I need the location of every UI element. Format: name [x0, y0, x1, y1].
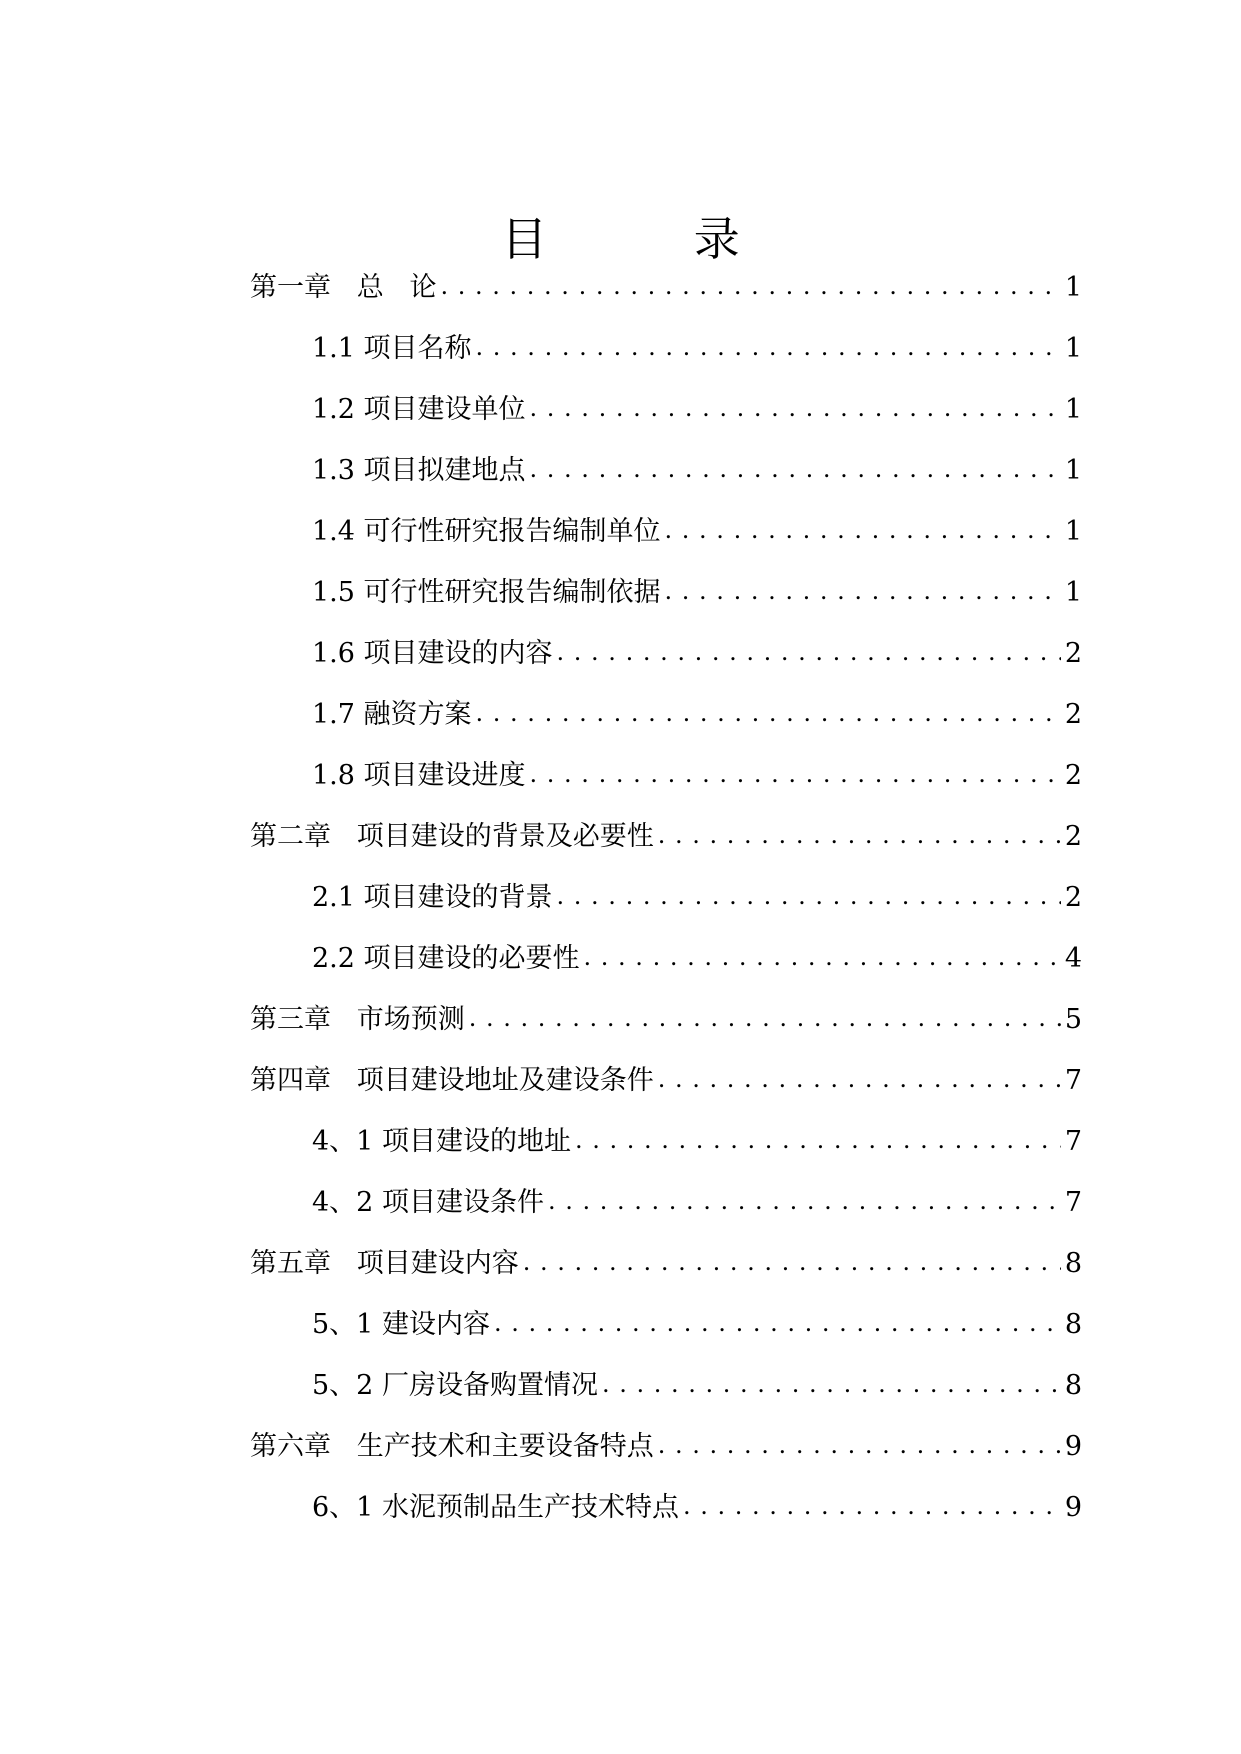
toc-entry-page: 2 — [1064, 821, 1082, 852]
dot-leader — [665, 510, 1061, 550]
toc-entry-label: 1.3 项目拟建地点 — [312, 455, 526, 486]
toc-entry-section[interactable] — [250, 1488, 1082, 1549]
toc-entry-label: 1.2 项目建设单位 — [312, 394, 526, 425]
toc-entry-label: 第四章 项目建设地址及建设条件 — [250, 1065, 654, 1096]
toc-entry-page: 1 — [1064, 455, 1082, 486]
toc-entry-label: 4、2 项目建设条件 — [312, 1187, 544, 1218]
toc-entry-chapter[interactable] — [250, 1427, 1082, 1488]
toc-entry-chapter[interactable] — [250, 1000, 1082, 1061]
dot-leader — [602, 1364, 1061, 1404]
toc-title: 目 录 — [501, 211, 806, 266]
toc-entry-label: 1.8 项目建设进度 — [312, 760, 526, 791]
toc-entry-page: 9 — [1064, 1492, 1082, 1523]
toc-entry-page: 1 — [1064, 394, 1082, 425]
toc-entry-label: 5、2 厂房设备购置情况 — [312, 1370, 598, 1401]
toc-entry-label: 1.6 项目建设的内容 — [312, 638, 553, 669]
dot-leader — [557, 632, 1061, 672]
toc-entry-page: 7 — [1064, 1126, 1082, 1157]
toc-entry-label: 第三章 市场预测 — [250, 1004, 465, 1035]
toc-entry-section[interactable] — [250, 939, 1082, 1000]
toc-entry-section[interactable] — [250, 451, 1082, 512]
toc-entry-page: 4 — [1064, 943, 1082, 974]
toc-entry-page: 7 — [1064, 1187, 1082, 1218]
toc-entry-section[interactable] — [250, 695, 1082, 756]
toc-entry-chapter[interactable] — [250, 1244, 1082, 1305]
dot-leader — [476, 693, 1061, 733]
toc-entry-section[interactable] — [250, 390, 1082, 451]
toc-entry-chapter[interactable] — [250, 268, 1082, 329]
dot-leader — [476, 327, 1061, 367]
toc-entry-section[interactable] — [250, 634, 1082, 695]
toc-entry-section[interactable] — [250, 756, 1082, 817]
toc-entry-label: 4、1 项目建设的地址 — [312, 1126, 571, 1157]
toc-entry-page: 1 — [1064, 272, 1082, 303]
toc-entry-section[interactable] — [250, 1183, 1082, 1244]
toc-entry-label: 第二章 项目建设的背景及必要性 — [250, 821, 654, 852]
toc-entry-section[interactable] — [250, 329, 1082, 390]
toc-entry-page: 1 — [1064, 516, 1082, 547]
toc-entry-page: 1 — [1064, 333, 1082, 364]
toc-entry-page: 2 — [1064, 638, 1082, 669]
dot-leader — [584, 937, 1061, 977]
dot-leader — [530, 754, 1061, 794]
dot-leader — [658, 1425, 1061, 1465]
toc-entry-section[interactable] — [250, 878, 1082, 939]
dot-leader — [683, 1486, 1061, 1526]
toc-entry-page: 8 — [1064, 1248, 1082, 1279]
dot-leader — [658, 815, 1061, 855]
toc-entry-section[interactable] — [250, 573, 1082, 634]
toc-entry-section[interactable] — [250, 512, 1082, 573]
dot-leader — [548, 1181, 1061, 1221]
toc-entry-label: 2.1 项目建设的背景 — [312, 882, 553, 913]
toc-entry-chapter[interactable] — [250, 817, 1082, 878]
toc-entry-page: 5 — [1064, 1004, 1082, 1035]
dot-leader — [557, 876, 1061, 916]
dot-leader — [441, 266, 1061, 306]
toc-entry-label: 5、1 建设内容 — [312, 1309, 490, 1340]
toc-entry-label: 2.2 项目建设的必要性 — [312, 943, 580, 974]
toc-entry-page: 8 — [1064, 1309, 1082, 1340]
toc-entry-page: 1 — [1064, 577, 1082, 608]
toc-entry-label: 第五章 项目建设内容 — [250, 1248, 519, 1279]
toc-entry-section[interactable] — [250, 1122, 1082, 1183]
toc-entry-label: 1.7 融资方案 — [312, 699, 472, 730]
toc-entry-chapter[interactable] — [250, 1061, 1082, 1122]
toc-entry-page: 2 — [1064, 882, 1082, 913]
toc-entry-label: 1.5 可行性研究报告编制依据 — [312, 577, 661, 608]
toc-entry-label: 1.4 可行性研究报告编制单位 — [312, 516, 661, 547]
toc-entry-page: 2 — [1064, 760, 1082, 791]
toc-entry-section[interactable] — [250, 1366, 1082, 1427]
dot-leader — [530, 388, 1061, 428]
table-of-contents — [250, 268, 1082, 1549]
dot-leader — [575, 1120, 1061, 1160]
dot-leader — [665, 571, 1061, 611]
toc-entry-section[interactable] — [250, 1305, 1082, 1366]
dot-leader — [469, 998, 1061, 1038]
toc-entry-label: 1.1 项目名称 — [312, 333, 472, 364]
toc-entry-label: 6、1 水泥预制品生产技术特点 — [312, 1492, 679, 1523]
toc-entry-label: 第一章 总 论 — [250, 272, 437, 303]
dot-leader — [530, 449, 1061, 489]
dot-leader — [658, 1059, 1061, 1099]
toc-entry-page: 7 — [1064, 1065, 1082, 1096]
toc-entry-page: 2 — [1064, 699, 1082, 730]
toc-entry-label: 第六章 生产技术和主要设备特点 — [250, 1431, 654, 1462]
dot-leader — [523, 1242, 1061, 1282]
dot-leader — [494, 1303, 1061, 1343]
toc-entry-page: 8 — [1064, 1370, 1082, 1401]
toc-entry-page: 9 — [1064, 1431, 1082, 1462]
